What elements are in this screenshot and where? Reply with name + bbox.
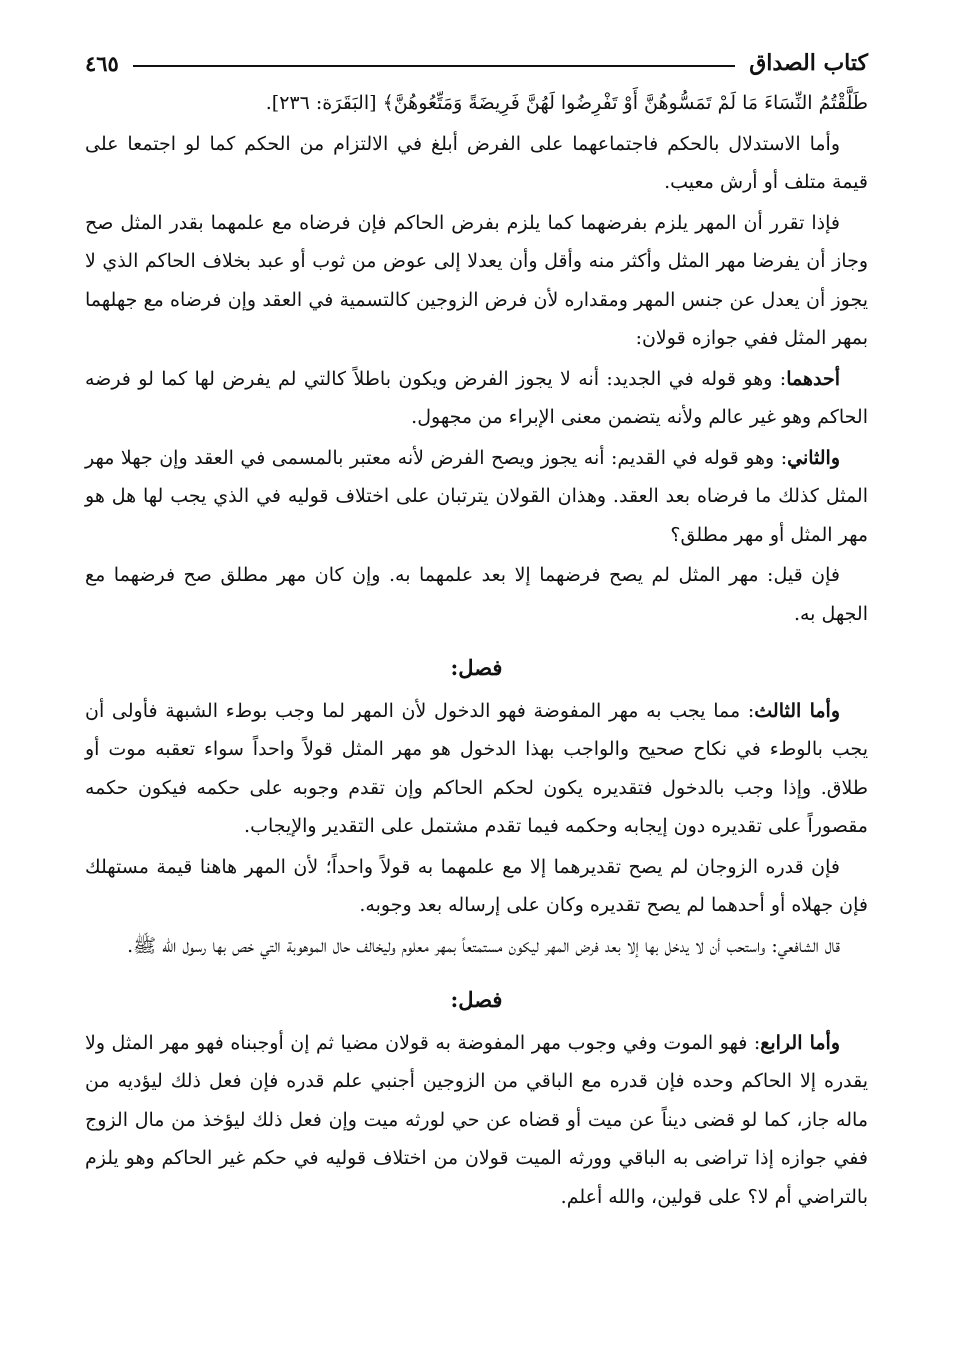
paragraph: قال الشافعي: واستحب أن لا يدخل بها إلا بعد فرض المهر ليكون مستمتعاً بمهر معلوم وليخالف حال الموهوبة التي خص بها رسول الله ﷺ. <box>127 934 840 957</box>
paragraph: وأما الاستدلال بالحكم فاجتماعهما على الفرض أبلغ في الالتزام من الحكم كما لو اجتمعا على قيمة متلف أو أرش معيب. <box>85 132 868 193</box>
paragraph-text: : فهو الموت وفي وجوب مهر المفوضة به قولان مضيا ثم إن أوجبناه فهو مهر المثل ولا يقدره إلا الحاكم وحده فإن قدره مع الباقي من الزوجين أجنبي علم قدره فإن فعل ذلك ليؤديه من ماله جاز، كما لو قضى ديناً عن ميت أو قضاه عن حي لورثه ميت وإن فعل ذلك ليؤخذ من مال الزوج ففي جوازه إذا تراضى به الباقي وورثه الميت قولان من اختلاف قوليه في حكم غير الحاكم وهو يلزم بالتراضي أم لا؟ على قولين، والله أعلم. <box>85 1031 868 1208</box>
paragraph-lead: وأما الثالث <box>754 699 840 722</box>
section-heading: فصل: <box>450 987 503 1012</box>
paragraph-lead: وأما الرابع <box>760 1031 840 1054</box>
paragraph-text: : وهو قوله في الجديد: أنه لا يجوز الفرض ويكون باطلاً كالتي لم يفرض لها كما لو فرضه الحاكم وهو غير عالم ولأنه يتضمن معنى الإبراء من مجهول. <box>85 367 868 428</box>
paragraph-lead: أحدهما <box>786 367 840 390</box>
page-number: ٤٦٥ <box>85 50 119 76</box>
paragraph-text: : مما يجب به مهر المفوضة فهو الدخول لأن المهر لما وجب بوطء الشبهة فأولى أن يجب بالوطء في نكاح صحيح والواجب بهذا الدخول هو مهر المثل قولاً واحداً سواء تعقبه موت أو طلاق. وإذا وجب بالدخول فتقديره يكون لحكم الحاكم وإن تقدم وجوبه على حكمه فيكون حكمه مقصوراً على تقديره دون إيجابه وحكمه فيما تقدم مشتمل على التقدير والإيجاب. <box>85 699 868 837</box>
paragraph-lead: والثاني <box>787 446 840 469</box>
paragraph <box>85 692 868 846</box>
paragraph: فإن قيل: مهر المثل لم يصح فرضهما إلا بعد علمهما به. وإن كان مهر مطلق صح فرضهما مع الجهل به. <box>85 564 868 625</box>
paragraph-text: : وهو قوله في القديم: أنه يجوز ويصح الفرض لأنه معتبر بالمسمى في العقد وإن جهلا مهر المثل كذلك ما فرضاه بعد العقد. وهذان القولان يترتبان على اختلاف قوليه في الذي يجب لها هل هو مهر المثل أو مهر مطلق؟ <box>85 446 868 546</box>
paragraph <box>85 439 868 555</box>
header-rule <box>133 65 735 67</box>
quran-verse: طَلَّقْتُمُ النِّسَاءَ مَا لَمْ تَمَسُّوهُنَّ أَوْ تَفْرِضُوا لَهُنَّ فَرِيضَةً وَمَتِّعُوهُنَّ﴾ [البَقَرَة: ٢٣٦]. <box>265 92 868 114</box>
paragraph <box>85 1024 868 1217</box>
page-body <box>85 84 868 1218</box>
book-title: كتاب الصداق <box>749 50 868 76</box>
page-header <box>85 46 868 80</box>
paragraph <box>85 360 868 437</box>
section-heading: فصل: <box>450 655 503 680</box>
paragraph: فإذا تقرر أن المهر يلزم بفرضهما كما يلزم بفرض الحاكم فإن فرضاه مع علمهما بقدر المثل صح وجاز أن يفرضا مهر المثل وأكثر منه وأقل وأن يعدلا إلى عوض من ثوب أو عبد بخلاف الحاكم الذي لا يجوز أن يعدل عن جنس المهر ومقداره لأن فرض الزوجين كالتسمية في العقد وإن فرضاه مع جهلهما بمهر المثل ففي جوازه قولان: <box>85 211 868 349</box>
paragraph: فإن قدره الزوجان لم يصح تقديرهما إلا مع علمهما به قولاً واحداً؛ لأن المهر هاهنا قيمة مستهلك فإن جهلاه أو أحدهما لم يصح تقديره وكان على إرساله بعد وجوبه. <box>85 855 868 916</box>
